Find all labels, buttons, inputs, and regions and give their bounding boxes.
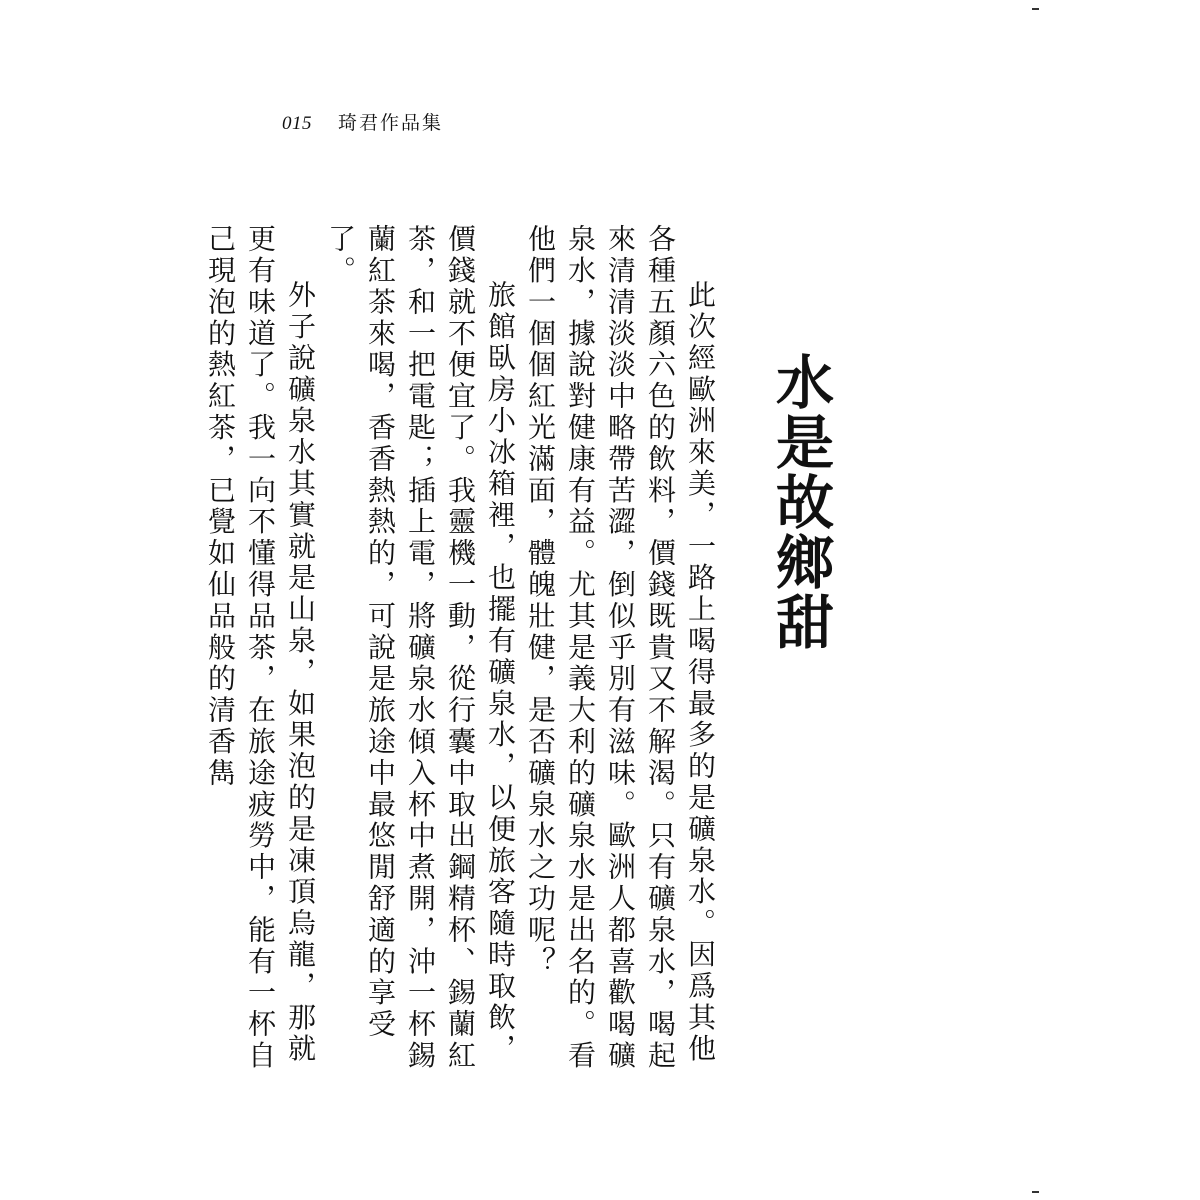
page-header [282,108,443,138]
page-number: 015 [282,113,312,134]
paragraph-2: 旅館臥房小冰箱裡，也擺有礦泉水，以便旅客隨時取飲，價錢就不便宜了。我靈機一動，從行囊中取出鋼精杯、錫蘭紅茶，和一把電匙；插上電，將礦泉水傾入杯中煮開，沖一杯錫蘭紅茶來喝，香香熱熱的，可說是旅途中最悠閒舒適的享受了。 [324,224,517,1072]
crop-mark-top [1032,8,1039,10]
paragraph-1: 此次經歐洲來美，一路上喝得最多的是礦泉水。因爲其他各種五顏六色的飲料，價錢既貴又不解渴。只有礦泉水，喝起來清清淡淡中略帶苦澀，倒似乎別有滋味。歐洲人都喜歡喝礦泉水，據說對健康有益。尤其是義大利的礦泉水是出名的。看他們一個個紅光滿面，體魄壯健，是否礦泉水之功呢？ [524,224,717,1072]
paragraph-3: 外子說礦泉水其實就是山泉，如果泡的是凍頂烏龍，那就更有味道了。我一向不懂得品茶，在旅途疲勞中，能有一杯自己現泡的熱紅茶，已覺如仙品般的清香雋 [204,224,317,1072]
book-title: 琦君作品集 [338,112,444,134]
body-text [204,224,720,1084]
chapter-title: 水是故鄉甜 [766,352,834,652]
crop-mark-bottom [1032,1191,1039,1193]
